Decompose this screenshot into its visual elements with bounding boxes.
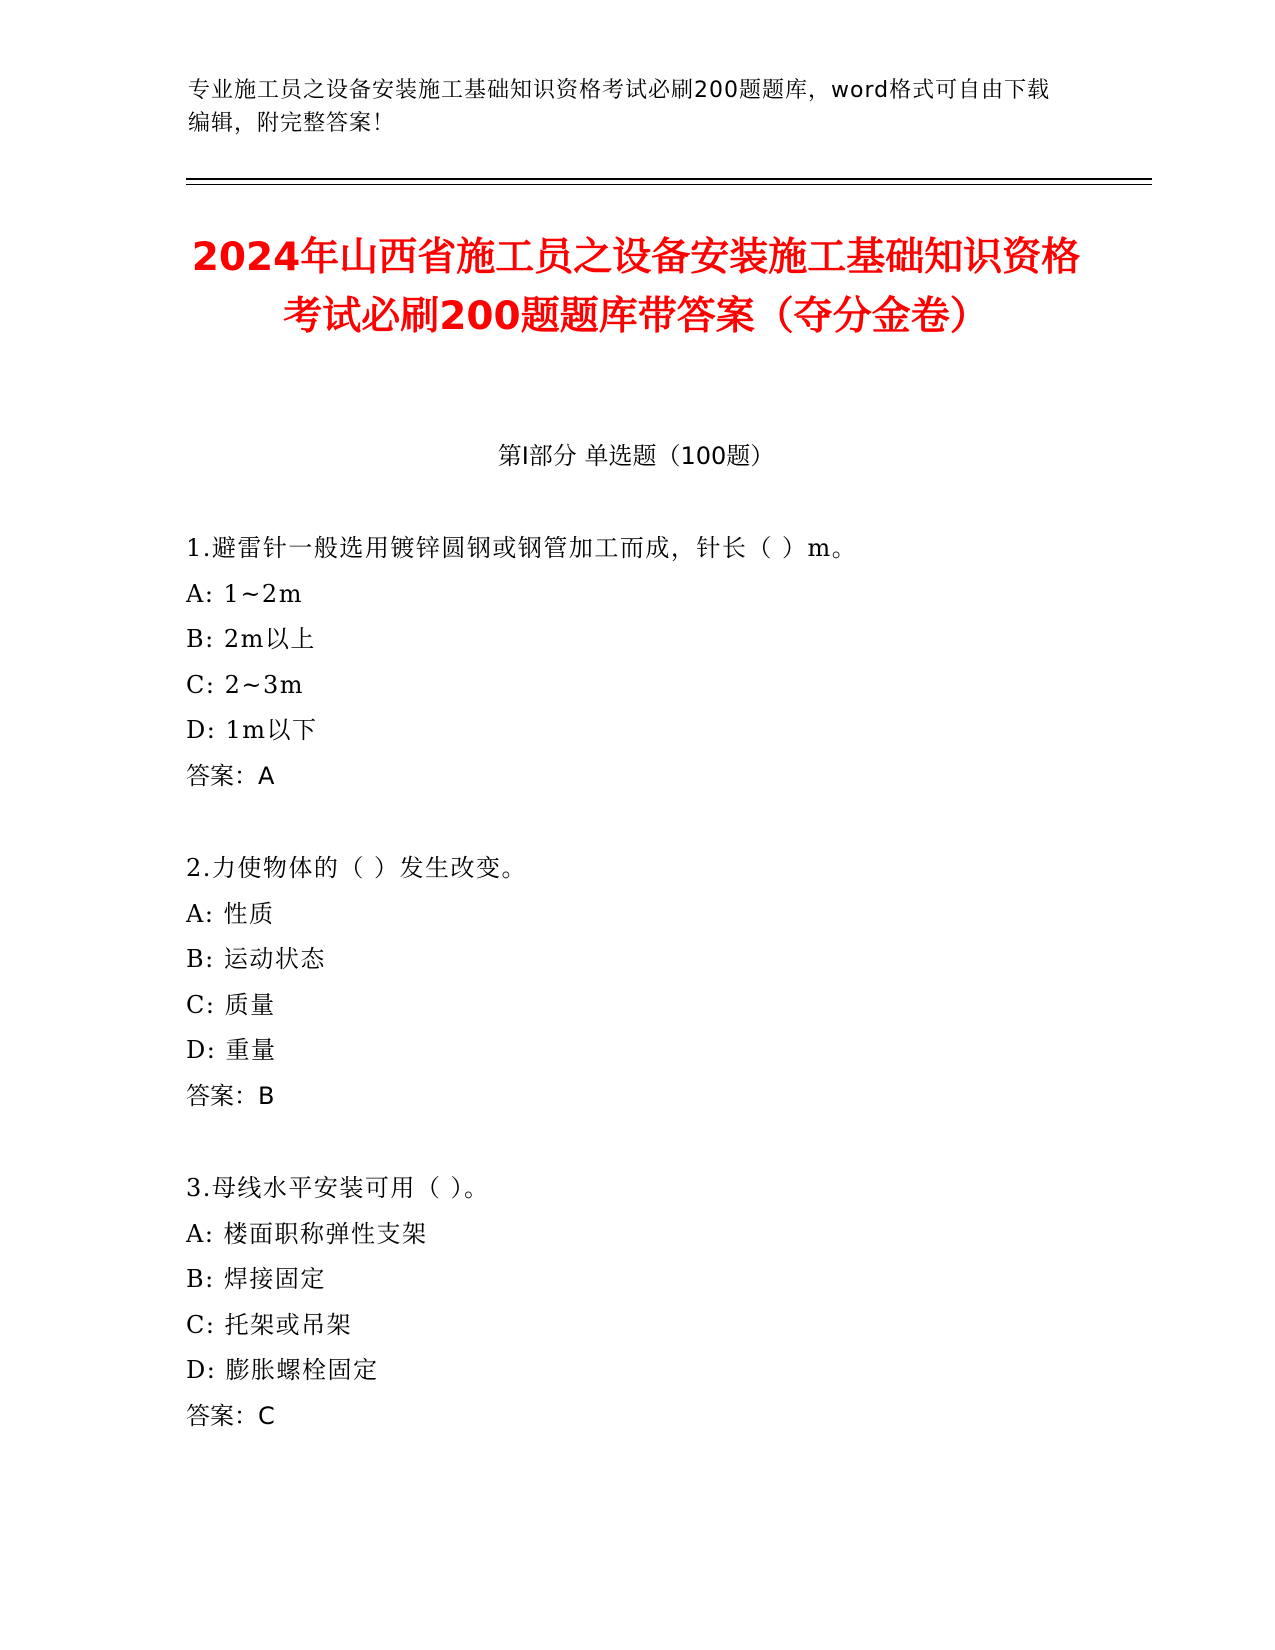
option-d: D: 1m以下 bbox=[186, 716, 318, 744]
option-c: C: 托架或吊架 bbox=[186, 1310, 353, 1339]
option-b: B: 2m以上 bbox=[186, 625, 316, 653]
option-b: B: 焊接固定 bbox=[186, 1265, 326, 1293]
option-a: A: 楼面职称弹性支架 bbox=[186, 1219, 428, 1248]
question-stem: 3.母线水平安装可用（ ）。 bbox=[186, 1174, 490, 1202]
answer: 答案：C bbox=[186, 1401, 275, 1430]
section-heading: 第Ⅰ部分 单选题（100题） bbox=[497, 442, 775, 470]
option-c: C: 2~3m bbox=[186, 670, 304, 699]
option-d: D: 膨胀螺栓固定 bbox=[186, 1356, 379, 1384]
header-divider-thin bbox=[186, 184, 1152, 185]
header-divider-thick bbox=[186, 178, 1152, 180]
question-1 bbox=[186, 526, 1146, 799]
question-list bbox=[186, 526, 1146, 1486]
question-3 bbox=[186, 1166, 1146, 1439]
option-c: C: 质量 bbox=[186, 990, 276, 1019]
question-stem: 2.力使物体的（ ）发生改变。 bbox=[186, 854, 528, 882]
question-2 bbox=[186, 846, 1146, 1119]
option-b: B: 运动状态 bbox=[186, 945, 326, 973]
question-stem: 1.避雷针一般选用镀锌圆钢或钢管加工而成，针长（ ）m。 bbox=[186, 534, 858, 562]
document-title: 2024年山西省施工员之设备安装施工基础知识资格考试必刷200题题库带答案（夺分金卷） bbox=[191, 235, 1081, 339]
header-note: 专业施工员之设备安装施工基础知识资格考试必刷200题题库，word格式可自由下载编辑，附完整答案！ bbox=[188, 78, 1051, 136]
option-a: A: 性质 bbox=[186, 899, 275, 928]
option-d: D: 重量 bbox=[186, 1036, 277, 1064]
answer: 答案：A bbox=[186, 761, 275, 790]
option-a: A: 1~2m bbox=[186, 579, 303, 608]
answer: 答案：B bbox=[186, 1081, 275, 1110]
